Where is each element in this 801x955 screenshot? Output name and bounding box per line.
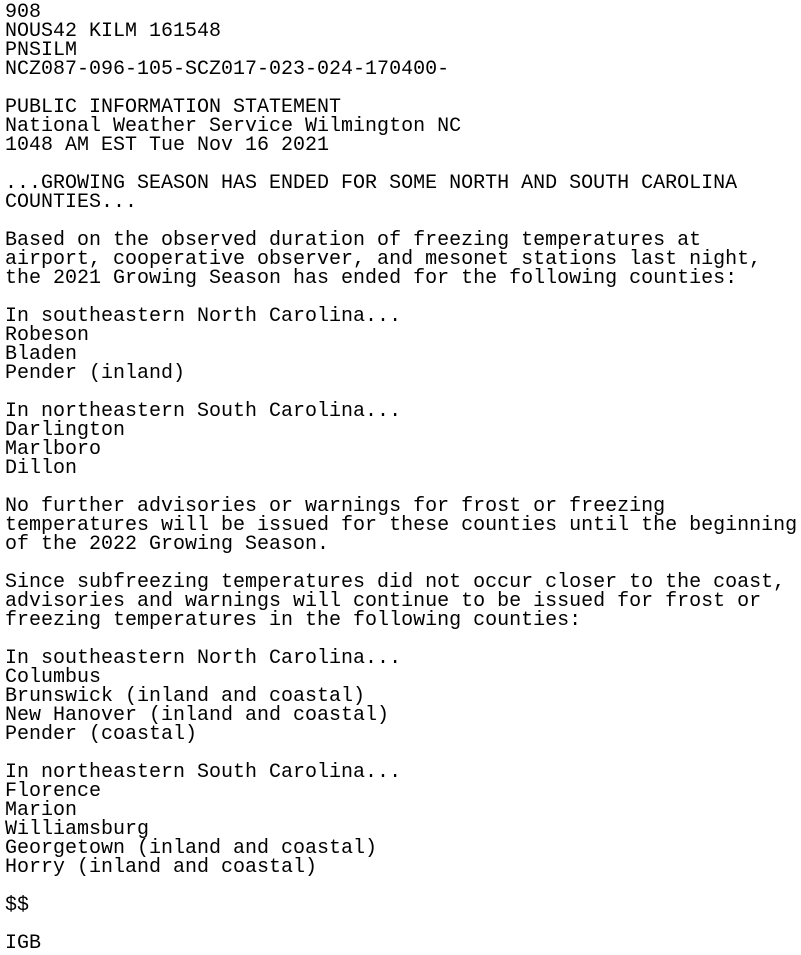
blank-line xyxy=(5,915,796,934)
zone-codes: NCZ087-096-105-SCZ017-023-024-170400- xyxy=(5,58,450,81)
continue-line: Since subfreezing temperatures did not occur closer to the coast, xyxy=(5,571,786,594)
intro-line: the 2021 Growing Season has ended for the following counties: xyxy=(5,267,738,290)
county-item: Darlington xyxy=(5,419,126,442)
county-item: Pender (inland) xyxy=(5,362,186,385)
county-item: New Hanover (inland and coastal) xyxy=(5,704,390,727)
county-item: Horry (inland and coastal) xyxy=(5,856,318,879)
county-item: Robeson xyxy=(5,324,90,347)
county-item: Williamsburg xyxy=(5,818,150,841)
county-item: Columbus xyxy=(5,666,102,689)
county-item: Georgetown (inland and coastal) xyxy=(5,837,378,860)
no-further-line: temperatures will be issued for these counties until the beginning xyxy=(5,514,798,537)
author-initials: IGB xyxy=(5,932,42,955)
section-heading-ended-nc: In southeastern North Carolina... xyxy=(5,305,402,328)
wmo-header: NOUS42 KILM 161548 xyxy=(5,20,222,43)
headline-line: ...GROWING SEASON HAS ENDED FOR SOME NORTH AND SOUTH CAROLINA xyxy=(5,172,738,195)
no-further-line: No further advisories or warnings for frost or freezing xyxy=(5,495,666,518)
issue-time: 1048 AM EST Tue Nov 16 2021 xyxy=(5,134,330,157)
county-item: Marion xyxy=(5,799,78,822)
intro-line: airport, cooperative observer, and mesonet stations last night, xyxy=(5,248,762,271)
county-item: Pender (coastal) xyxy=(5,723,198,746)
end-of-product-marker: $$ xyxy=(5,894,30,917)
blank-line xyxy=(5,877,796,896)
issuing-office: National Weather Service Wilmington NC xyxy=(5,115,462,138)
county-item: Marlboro xyxy=(5,438,102,461)
product-sequence: 908 xyxy=(5,1,42,24)
county-item: Bladen xyxy=(5,343,78,366)
county-item: Brunswick (inland and coastal) xyxy=(5,685,366,708)
awips-id: PNSILM xyxy=(5,39,78,62)
product-type: PUBLIC INFORMATION STATEMENT xyxy=(5,96,342,119)
headline-line: COUNTIES... xyxy=(5,191,138,214)
continue-line: freezing temperatures in the following counties: xyxy=(5,609,582,632)
no-further-line: of the 2022 Growing Season. xyxy=(5,533,330,556)
county-item: Dillon xyxy=(5,457,78,480)
continue-line: advisories and warnings will continue to be issued for frost or xyxy=(5,590,762,613)
county-item: Florence xyxy=(5,780,102,803)
section-heading-continue-sc: In northeastern South Carolina... xyxy=(5,761,402,784)
section-heading-ended-sc: In northeastern South Carolina... xyxy=(5,400,402,423)
intro-line: Based on the observed duration of freezing temperatures at xyxy=(5,229,702,252)
section-heading-continue-nc: In southeastern North Carolina... xyxy=(5,647,402,670)
